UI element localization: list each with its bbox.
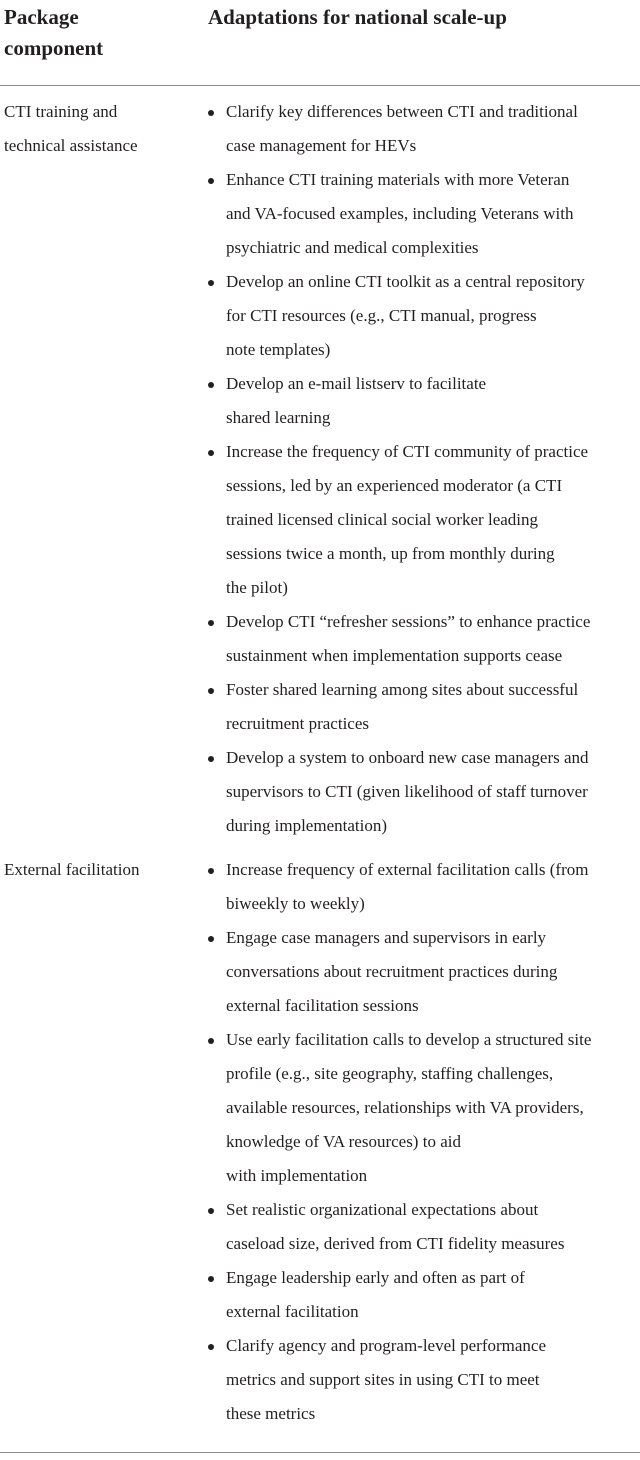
component-line: technical assistance [4, 136, 138, 155]
item-line: Develop an e-mail listserv to facilitate [226, 374, 487, 393]
table-bottom-rule [0, 1452, 640, 1453]
bullet-icon [208, 936, 214, 942]
item-line: Enhance CTI training materials with more Veteran [226, 170, 570, 189]
bullet-icon [208, 688, 214, 694]
item-line: Develop CTI “refresher sessions” to enhance practice [226, 612, 591, 631]
list-item [208, 1193, 638, 1261]
list-item [208, 1023, 638, 1193]
list-item [208, 921, 638, 1023]
item-line: sessions twice a month, up from monthly during [226, 544, 555, 563]
list-item [208, 1329, 638, 1431]
header-divider [0, 85, 640, 86]
item-line: psychiatric and medical complexities [226, 238, 479, 257]
list-item [208, 853, 638, 921]
bullet-icon [208, 382, 214, 388]
bullet-icon [208, 280, 214, 286]
item-line: the pilot) [226, 578, 288, 597]
bullet-icon [208, 1038, 214, 1044]
package-component-cell [4, 853, 194, 887]
list-item [208, 605, 638, 673]
header-line: Package [4, 5, 79, 29]
item-line: conversations about recruitment practices during [226, 962, 558, 981]
adaptations-list [208, 95, 638, 843]
item-line: with implementation [226, 1166, 368, 1185]
item-line: Increase the frequency of CTI community of practice [226, 442, 589, 461]
item-line: available resources, relationships with VA providers, [226, 1098, 584, 1117]
header-package-component [4, 2, 194, 64]
component-line: CTI training and [4, 102, 118, 121]
package-component-cell [4, 95, 194, 163]
list-item [208, 673, 638, 741]
item-line: these metrics [226, 1404, 316, 1423]
bullet-icon [208, 110, 214, 116]
item-line: knowledge of VA resources) to aid [226, 1132, 461, 1151]
item-line: Develop a system to onboard new case managers and [226, 748, 589, 767]
item-line: sustainment when implementation supports cease [226, 646, 563, 665]
item-line: Foster shared learning among sites about successful [226, 680, 579, 699]
item-line: Set realistic organizational expectations about [226, 1200, 539, 1219]
bullet-icon [208, 756, 214, 762]
item-line: trained licensed clinical social worker leading [226, 510, 539, 529]
list-item [208, 367, 638, 435]
list-item [208, 265, 638, 367]
item-line: Increase frequency of external facilitation calls (from [226, 860, 589, 879]
item-line: Engage case managers and supervisors in early [226, 928, 547, 947]
list-item [208, 163, 638, 265]
adaptations-list [208, 853, 638, 1431]
list-item [208, 435, 638, 605]
header-adaptations: Adaptations for national scale-up [208, 5, 507, 29]
list-item [208, 1261, 638, 1329]
bullet-icon [208, 868, 214, 874]
item-line: during implementation) [226, 816, 387, 835]
bullet-icon [208, 178, 214, 184]
item-line: external facilitation [226, 1302, 359, 1321]
bullet-icon [208, 1276, 214, 1282]
bullet-icon [208, 1208, 214, 1214]
list-item [208, 95, 638, 163]
header-line: component [4, 36, 104, 60]
item-line: profile (e.g., site geography, staffing challenges, [226, 1064, 554, 1083]
item-line: case management for HEVs [226, 136, 417, 155]
bullet-icon [208, 1344, 214, 1350]
item-line: supervisors to CTI (given likelihood of staff turnover [226, 782, 588, 801]
item-line: Develop an online CTI toolkit as a central repository [226, 272, 585, 291]
item-line: biweekly to weekly) [226, 894, 365, 913]
item-line: sessions, led by an experienced moderator (a CTI [226, 476, 563, 495]
item-line: Clarify key differences between CTI and traditional [226, 102, 578, 121]
item-line: for CTI resources (e.g., CTI manual, progress [226, 306, 537, 325]
item-line: and VA-focused examples, including Veterans with [226, 204, 574, 223]
item-line: Clarify agency and program-level performance [226, 1336, 547, 1355]
item-line: recruitment practices [226, 714, 370, 733]
item-line: external facilitation sessions [226, 996, 419, 1015]
table-header [0, 0, 640, 84]
item-line: Engage leadership early and often as part of [226, 1268, 525, 1287]
list-item [208, 741, 638, 843]
item-line: note templates) [226, 340, 331, 359]
bullet-icon [208, 620, 214, 626]
item-line: metrics and support sites in using CTI to meet [226, 1370, 540, 1389]
item-line: Use early facilitation calls to develop a structured site [226, 1030, 592, 1049]
item-line: caseload size, derived from CTI fidelity measures [226, 1234, 565, 1253]
bullet-icon [208, 450, 214, 456]
item-line: shared learning [226, 408, 331, 427]
component-line: External facilitation [4, 860, 140, 879]
